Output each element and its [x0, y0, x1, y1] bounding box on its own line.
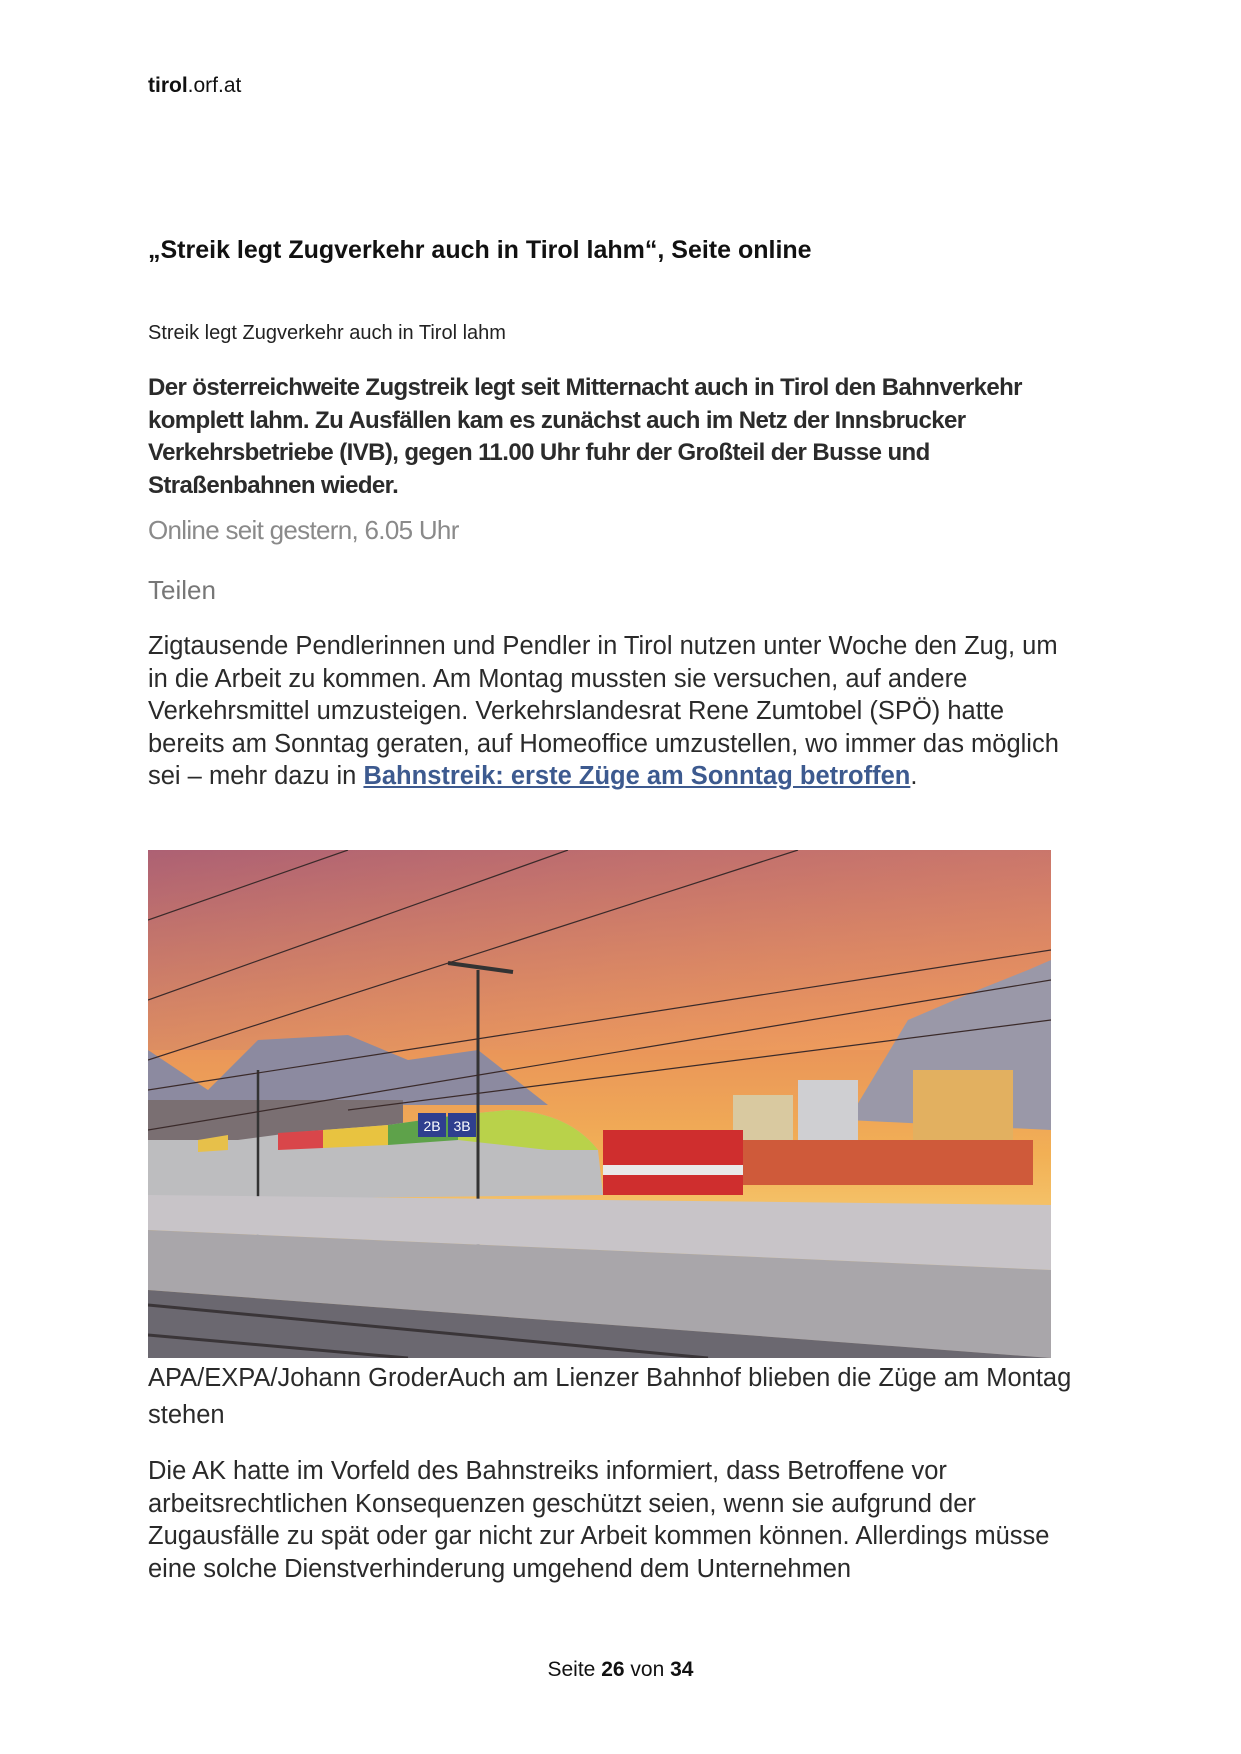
body-paragraph-1 [148, 630, 1078, 793]
site-name [148, 74, 241, 98]
page-title: „Streik legt Zugverkehr auch in Tirol lahm“, Seite online [148, 236, 812, 264]
orange-locomotive [743, 1140, 1033, 1185]
article-subtitle: Streik legt Zugverkehr auch in Tirol lahm [148, 322, 506, 344]
building [913, 1070, 1013, 1145]
publish-timestamp: Online seit gestern, 6.05 Uhr [148, 515, 459, 545]
body-paragraph-1-end: . [910, 762, 918, 791]
body-paragraph-2: Die AK hatte im Vorfeld des Bahnstreiks informiert, dass Betroffene vor arbeitsrechtlichen Konsequenzen geschützt seien, wenn sie aufgrund der Zugausfälle zu spät oder gar nicht zur Arbeit kommen können. Allerdings müsse eine solche Dienstverhinderung umgehend dem Unternehmen [148, 1457, 1050, 1583]
page-footer [148, 1658, 1093, 1682]
red-locomotive [603, 1130, 743, 1195]
share-button[interactable]: Teilen [148, 575, 216, 605]
article-photo [148, 850, 1051, 1358]
photo-caption: APA/EXPA/Johann GroderAuch am Lienzer Bahnhof blieben die Züge am Montag stehen [148, 1364, 1072, 1429]
footer-prefix: Seite [547, 1658, 596, 1681]
platform-sign-3b-label: 3B [453, 1118, 471, 1134]
body-paragraph-1-text: Zigtausende Pendlerinnen und Pendler in Tirol nutzen unter Woche den Zug, um in die Arbeit zu kommen. Am Montag mussten sie versuchen, auf andere Verkehrsmittel umzusteigen. Verkehrslandesrat Rene Zumtobel (SPÖ) hatte bereits am Sonntag geraten, auf Homeoffice umzustellen, wo immer das möglich sei – mehr dazu in [148, 632, 1059, 791]
total-page-count: 34 [670, 1658, 694, 1681]
related-article-link[interactable]: Bahnstreik: erste Züge am Sonntag betroffen [363, 762, 911, 791]
article-lead: Der österreichweite Zugstreik legt seit Mitternacht auch in Tirol den Bahnverkehr komplett lahm. Zu Ausfällen kam es zunächst auch im Netz der Innsbrucker Verkehrsbetriebe (IVB), gegen 11.00 Uhr fuhr der Großteil der Busse und Straßenbahnen wieder. [148, 374, 1022, 499]
site-name-bold: tirol [148, 74, 188, 97]
site-name-rest: .orf.at [187, 74, 242, 97]
train-station-photo [148, 850, 1051, 1358]
building [798, 1080, 858, 1145]
platform-sign-2b-label: 2B [423, 1118, 441, 1134]
current-page-number: 26 [601, 1658, 625, 1681]
footer-middle: von [630, 1658, 665, 1681]
